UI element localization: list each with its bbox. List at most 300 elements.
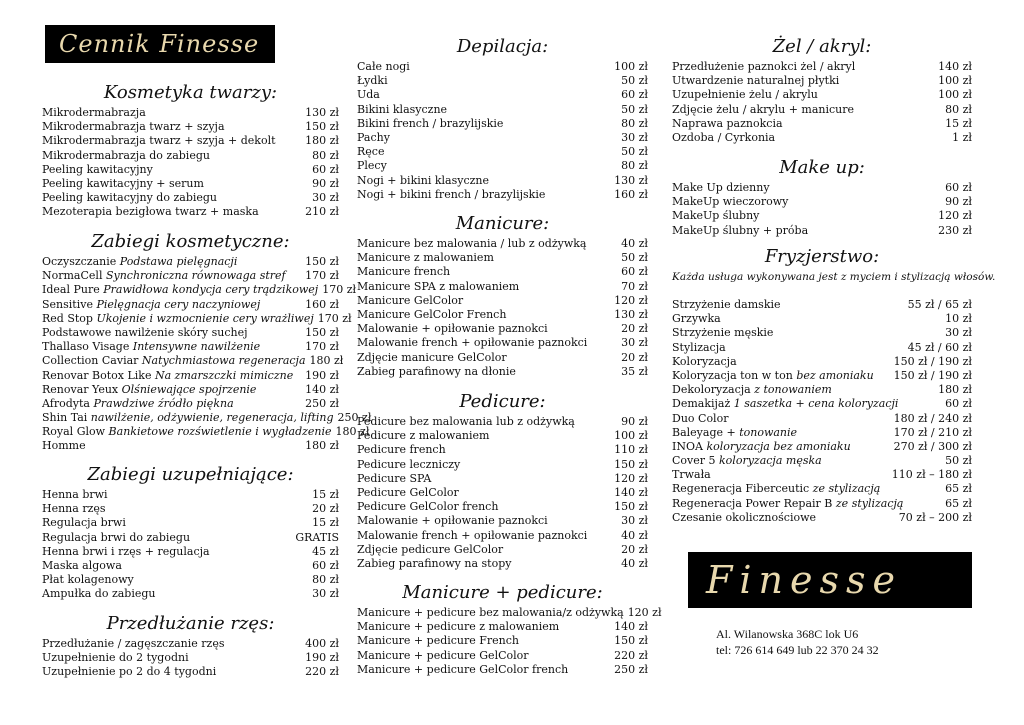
service-name-text: Thallaso Visage	[42, 340, 133, 354]
price-row	[357, 131, 648, 145]
service-price: 190 zł	[305, 368, 339, 382]
price-row	[672, 298, 972, 312]
price-row	[672, 103, 972, 117]
service-price: 160 zł	[614, 187, 648, 201]
service-name	[672, 369, 874, 383]
service-price: 45 zł / 60 zł	[907, 340, 972, 354]
price-row	[357, 620, 648, 634]
service-name-text: Homme	[42, 439, 86, 453]
service-name	[672, 341, 726, 355]
service-name	[42, 502, 106, 516]
price-row	[42, 191, 339, 205]
service-price: 70 zł – 200 zł	[898, 510, 972, 524]
service-name-text: Naprawa paznokcia	[672, 116, 783, 130]
service-price: 65 zł	[945, 496, 972, 510]
service-name	[42, 312, 314, 326]
service-price: 150 zł	[614, 500, 648, 514]
service-price: 180 zł	[309, 354, 344, 368]
service-name	[42, 516, 126, 530]
service-price: 50 zł	[621, 102, 648, 116]
section-zabiegi-kosmetyczne	[42, 229, 372, 454]
service-name-text: Pedicure leczniczy	[357, 457, 461, 471]
service-price: 220 zł	[614, 648, 648, 662]
brand-banner-top	[45, 25, 275, 63]
service-description: Prawdziwe źródło piękna	[93, 396, 234, 410]
service-name-text: Pedicure GelColor french	[357, 500, 499, 514]
service-name-text: Sensitive	[42, 297, 97, 311]
service-name	[672, 74, 839, 88]
price-row	[42, 411, 372, 425]
service-description: Synchroniczna równowaga stref	[105, 269, 286, 283]
section-heading: Depilacja:	[456, 36, 549, 57]
service-price: 100 zł	[614, 429, 648, 443]
service-name-text: Pedicure SPA	[357, 471, 432, 485]
service-price: 150 zł	[305, 325, 339, 339]
service-description: koloryzacja męska	[719, 454, 822, 468]
service-name	[672, 131, 775, 145]
service-name-text: Make Up dzienny	[672, 181, 770, 194]
price-row	[42, 425, 370, 439]
service-name	[42, 340, 260, 354]
service-description: Prawidłowa kondycja cery trądzikowej	[103, 283, 319, 297]
service-name	[672, 224, 808, 238]
service-price: 120 zł	[614, 293, 648, 307]
service-description: koloryzacja bez amoniaku	[706, 439, 851, 453]
price-row	[357, 159, 648, 173]
service-name	[672, 468, 711, 482]
service-name	[672, 454, 822, 468]
price-row	[672, 440, 972, 454]
service-name	[357, 458, 460, 472]
service-description: Pielęgnacja cery naczyniowej	[96, 297, 261, 311]
service-name-text: Zabieg parafinowy na dłonie	[357, 364, 516, 378]
service-name	[357, 429, 489, 443]
service-price: 170 zł / 210 zł	[893, 425, 972, 439]
brand-banner-bottom	[688, 552, 972, 608]
service-name	[672, 117, 783, 131]
price-row	[42, 163, 339, 177]
service-name-text: Płat kolagenowy	[42, 573, 134, 587]
price-row	[672, 341, 972, 355]
section-heading: Zabiegi uzupełniające:	[87, 464, 294, 485]
service-name	[42, 177, 204, 191]
service-name	[672, 88, 818, 102]
service-name-text: Uzupełnienie po 2 do 4 tygodni	[42, 665, 217, 679]
service-name-text: Shin Tai	[42, 411, 91, 425]
service-description: ze stylizacją	[812, 482, 881, 496]
service-name	[42, 120, 225, 134]
service-name-text: Koloryzacja ton w ton	[672, 368, 797, 382]
service-price: 180 zł	[335, 425, 370, 439]
service-name	[357, 336, 587, 350]
service-name-text: Oczyszczanie	[42, 255, 120, 268]
service-name	[42, 439, 86, 453]
price-row	[357, 543, 648, 557]
service-price: 60 zł	[621, 265, 648, 279]
service-price: 15 zł	[945, 116, 972, 130]
service-name-text: Uzupełnienie żelu / akrylu	[672, 88, 818, 102]
service-name	[672, 60, 855, 74]
service-name-text: Regeneracja Fiberceutic	[672, 482, 813, 496]
price-row	[357, 60, 648, 74]
section-zel-akryl	[672, 34, 972, 145]
service-name	[42, 106, 146, 120]
service-name	[357, 294, 463, 308]
section-heading: Fryzjerstwo:	[764, 246, 880, 267]
service-name-text: Pedicure GelColor	[357, 485, 459, 499]
service-price: 180 zł	[305, 134, 339, 148]
price-row	[42, 177, 339, 191]
price-row	[357, 294, 648, 308]
brand-logo-text: Finesse	[706, 558, 902, 602]
price-row	[672, 454, 972, 468]
service-name-text: Mikrodermabrazja twarz + szyja + dekolt	[42, 134, 276, 148]
service-description: 1 saszetka + cena koloryzacji	[733, 397, 899, 411]
service-name	[42, 587, 156, 601]
service-name-text: Pachy	[357, 130, 390, 144]
price-row	[357, 634, 648, 648]
service-price: 20 zł	[621, 542, 648, 556]
service-price: 170 zł	[317, 311, 352, 325]
service-price: 15 zł	[312, 488, 339, 501]
service-name-text: Regeneracja Power Repair B	[672, 496, 836, 510]
service-name	[357, 60, 410, 74]
service-description: bez amoniaku	[796, 368, 874, 382]
service-name-text: Regulacja brwi	[42, 516, 126, 530]
service-name	[42, 531, 190, 545]
price-row	[357, 103, 648, 117]
service-name	[42, 298, 260, 312]
service-price: 170 zł	[305, 340, 339, 354]
service-name-text: MakeUp ślubny	[672, 209, 760, 223]
service-price: 230 zł	[938, 223, 972, 237]
service-price: 120 zł	[614, 471, 648, 485]
service-name-text: Strzyżenie męskie	[672, 326, 774, 340]
section-kosmetyka	[42, 80, 339, 220]
service-price: 110 zł	[614, 443, 648, 457]
service-name-text: Malowanie + opiłowanie paznokci	[357, 514, 548, 528]
price-row	[42, 340, 339, 354]
price-row	[42, 283, 357, 297]
service-price: 80 zł	[621, 116, 648, 130]
service-name-text: Uzupełnienie do 2 tygodni	[42, 651, 189, 665]
service-name-text: Zdjęcie manicure GelColor	[357, 350, 507, 364]
price-row	[357, 322, 648, 336]
service-price: 50 zł	[621, 251, 648, 265]
service-price: 50 zł	[621, 74, 648, 88]
service-name-text: Mikrodermabrazja	[42, 106, 146, 119]
service-name-text: Mezoterapia bezigłowa twarz + maska	[42, 205, 259, 219]
section-pedicure	[357, 389, 648, 571]
service-name	[357, 472, 431, 486]
service-name	[357, 634, 519, 648]
service-price: 70 zł	[621, 279, 648, 293]
service-price: 170 zł	[305, 269, 339, 283]
service-name-text: Mikrodermabrazja twarz + szyja	[42, 120, 225, 134]
service-name	[672, 195, 788, 209]
service-price: 170 zł	[322, 283, 357, 297]
service-name	[42, 255, 237, 269]
service-name	[357, 188, 545, 202]
service-price: 150 zł	[614, 634, 648, 648]
service-name	[357, 88, 380, 102]
price-row	[42, 120, 339, 134]
service-name	[672, 426, 797, 440]
service-name	[672, 326, 773, 340]
service-name-text: Manicure + pedicure z malowaniem	[357, 620, 560, 634]
salon-phone: tel: 726 614 649 lub 22 370 24 32	[716, 643, 879, 657]
service-price: 180 zł	[305, 439, 339, 453]
service-price: 110 zł – 180 zł	[891, 468, 972, 482]
price-row	[357, 117, 648, 131]
service-price: 60 zł	[945, 397, 972, 411]
service-price: 100 zł	[938, 74, 972, 88]
service-name-text: Peeling kawitacyjny + serum	[42, 176, 204, 190]
price-row	[357, 308, 648, 322]
service-name	[357, 415, 575, 429]
service-name-text: Baleyage	[672, 425, 727, 439]
price-row	[357, 251, 648, 265]
service-price: 35 zł	[621, 364, 648, 378]
service-description: nawilżenie, odżywienie, regeneracja, lifting	[90, 411, 334, 425]
service-price: 1 zł	[952, 130, 972, 144]
service-price: 80 zł	[945, 102, 972, 116]
service-price: 120 zł	[627, 606, 662, 619]
service-price: 90 zł	[621, 415, 648, 428]
service-price: 150 zł / 190 zł	[893, 368, 972, 382]
price-row	[357, 336, 648, 350]
price-row	[42, 488, 339, 502]
service-description: ze stylizacją	[835, 496, 904, 510]
service-name-text: Podstawowe nawilżenie skóry suchej	[42, 325, 248, 339]
section-heading: Żel / akryl:	[772, 36, 872, 57]
price-row	[42, 311, 352, 326]
service-name-text: Henna brwi	[42, 488, 108, 501]
price-row	[357, 88, 648, 102]
salon-address: Al. Wilanowska 368C lok U6	[716, 627, 859, 641]
service-name	[42, 369, 293, 383]
service-price: 150 zł	[614, 457, 648, 471]
section-manicure-pedicure	[357, 580, 662, 677]
service-name-text: Malowanie + opiłowanie paznokci	[357, 322, 548, 336]
section-heading: Make up:	[779, 157, 865, 178]
service-price: 90 zł	[312, 176, 339, 190]
service-price: 150 zł	[305, 255, 339, 268]
service-price: 180 zł / 240 zł	[893, 411, 972, 425]
service-name-text: Duo Color	[672, 411, 729, 425]
price-row	[42, 326, 339, 340]
price-row	[672, 117, 972, 131]
service-name	[357, 365, 516, 379]
price-row	[672, 397, 972, 411]
service-price: 160 zł	[305, 297, 339, 311]
section-make-up	[672, 155, 972, 238]
service-name	[42, 134, 276, 148]
service-price: 400 zł	[305, 637, 339, 650]
service-name	[357, 280, 519, 294]
service-name	[42, 651, 189, 665]
service-name-text: Manicure GelColor	[357, 293, 464, 307]
service-name-text: Manicure SPA z malowaniem	[357, 279, 520, 293]
service-price: 30 zł	[621, 514, 648, 528]
section-heading: Przedłużanie rzęs:	[106, 613, 275, 634]
price-row	[42, 637, 339, 651]
price-row	[357, 486, 648, 500]
service-name-text: Nogi + bikini french / brazylijskie	[357, 187, 546, 201]
service-price: 140 zł	[305, 382, 339, 396]
service-name-text: Red Stop	[42, 311, 97, 325]
service-name	[672, 383, 832, 397]
service-description: Na zmarszczki mimiczne	[154, 368, 294, 382]
service-description: Olśniewające spojrzenie	[121, 382, 257, 396]
price-row	[357, 472, 648, 486]
service-name-text: Ampułka do zabiegu	[42, 587, 156, 601]
service-name-text: Regulacja brwi do zabiegu	[42, 530, 191, 544]
service-name	[672, 440, 851, 454]
service-name	[672, 103, 854, 117]
section-zabiegi-uzupelniajace	[42, 462, 339, 602]
section-fryzjerstwo	[672, 244, 996, 525]
service-name-text: Pedicure z malowaniem	[357, 429, 490, 443]
service-name	[357, 103, 447, 117]
service-name	[357, 543, 503, 557]
service-name-text: Pedicure bez malowania lub z odżywką	[357, 415, 575, 428]
service-name	[42, 545, 210, 559]
service-price: 130 zł	[614, 307, 648, 321]
service-name	[42, 191, 217, 205]
service-name-text: Strzyżenie damskie	[672, 298, 781, 311]
service-name-text: MakeUp wieczorowy	[672, 195, 789, 209]
service-price: 140 zł	[614, 485, 648, 499]
service-name-text: Maska algowa	[42, 558, 122, 572]
service-name	[672, 482, 880, 496]
service-name	[357, 500, 498, 514]
service-name	[357, 237, 587, 251]
price-row	[672, 195, 972, 209]
service-name-text: Peeling kawitacyjny	[42, 162, 153, 176]
service-name-text: Stylizacja	[672, 340, 726, 354]
service-price: 270 zł / 300 zł	[893, 439, 972, 453]
service-name	[42, 637, 225, 651]
service-price: 65 zł	[945, 482, 972, 496]
service-price: 20 zł	[312, 502, 339, 516]
service-name	[357, 145, 384, 159]
service-price: 90 zł	[945, 195, 972, 209]
service-name	[357, 486, 459, 500]
service-name	[357, 131, 390, 145]
service-name-text: Czesanie okolicznościowe	[672, 510, 817, 524]
section-przedluzanie-rzes	[42, 611, 339, 680]
price-row	[42, 651, 339, 665]
price-row	[42, 502, 339, 516]
service-name-text: Manicure + pedicure GelColor french	[357, 662, 569, 676]
brand-title: Cennik Finesse	[59, 30, 260, 58]
service-name	[357, 529, 587, 543]
service-price: 130 zł	[614, 173, 648, 187]
service-name	[672, 181, 770, 195]
service-name	[672, 497, 904, 511]
price-row	[672, 383, 972, 397]
price-row	[42, 439, 339, 453]
service-name	[357, 159, 387, 173]
service-price: 40 zł	[621, 237, 648, 250]
service-name-text: INOA	[672, 439, 707, 453]
service-price: 20 zł	[621, 350, 648, 364]
price-row	[42, 573, 339, 587]
service-name-text: Peeling kawitacyjny do zabiegu	[42, 191, 218, 205]
service-name	[357, 174, 489, 188]
price-row	[672, 326, 972, 340]
price-row	[672, 181, 972, 195]
service-price: 140 zł	[614, 620, 648, 634]
service-name	[357, 606, 624, 620]
service-name-text: Manicure GelColor French	[357, 307, 507, 321]
service-name-text: Renovar Yeux	[42, 382, 122, 396]
service-name-text: Manicure + pedicure French	[357, 634, 519, 648]
price-row	[672, 88, 972, 102]
service-name-text: Ideal Pure	[42, 283, 104, 297]
section-heading: Manicure:	[455, 213, 550, 234]
service-name	[42, 665, 216, 679]
service-name-text: Henna brwi i rzęs + regulacja	[42, 544, 210, 558]
service-name	[357, 351, 507, 365]
service-name	[42, 425, 332, 439]
section-heading: Pedicure:	[459, 391, 546, 412]
price-row	[42, 354, 344, 368]
service-name	[672, 412, 728, 426]
service-price: 80 zł	[312, 573, 339, 587]
service-name-text: Zabieg parafinowy na stopy	[357, 556, 512, 570]
service-name	[357, 308, 506, 322]
service-price: 30 zł	[621, 336, 648, 350]
service-description: z tonowaniem	[754, 383, 832, 397]
service-name	[357, 322, 548, 336]
service-name	[357, 663, 568, 677]
price-row	[672, 224, 972, 238]
service-name-text: Royal Glow	[42, 425, 109, 439]
service-name	[357, 649, 529, 663]
service-name	[42, 163, 153, 177]
service-name-text: Malowanie french + opiłowanie paznokci	[357, 528, 588, 542]
price-row	[357, 458, 648, 472]
price-row	[357, 663, 648, 677]
service-price: 130 zł	[305, 106, 339, 119]
service-name-text: Grzywka	[672, 312, 721, 326]
price-row	[357, 529, 648, 543]
service-name-text: Manicure french	[357, 265, 451, 279]
service-name	[42, 488, 108, 502]
price-row	[672, 312, 972, 326]
service-price: 55 zł / 65 zł	[907, 298, 972, 311]
price-row	[42, 205, 339, 219]
service-price: 30 zł	[312, 191, 339, 205]
service-name	[357, 265, 450, 279]
section-manicure	[357, 211, 648, 379]
price-row	[42, 149, 339, 163]
price-row	[42, 397, 339, 411]
service-price: 250 zł	[305, 396, 339, 410]
price-row	[357, 74, 648, 88]
service-name-text: Utwardzenie naturalnej płytki	[672, 74, 840, 88]
service-name-text: Trwała	[672, 468, 711, 482]
service-name-text: Bikini french / brazylijskie	[357, 116, 504, 130]
service-name	[42, 269, 286, 283]
service-name	[357, 557, 511, 571]
service-price: 15 zł	[312, 516, 339, 530]
service-name	[357, 74, 388, 88]
price-row	[42, 106, 339, 120]
service-price: 180 zł	[938, 383, 972, 397]
